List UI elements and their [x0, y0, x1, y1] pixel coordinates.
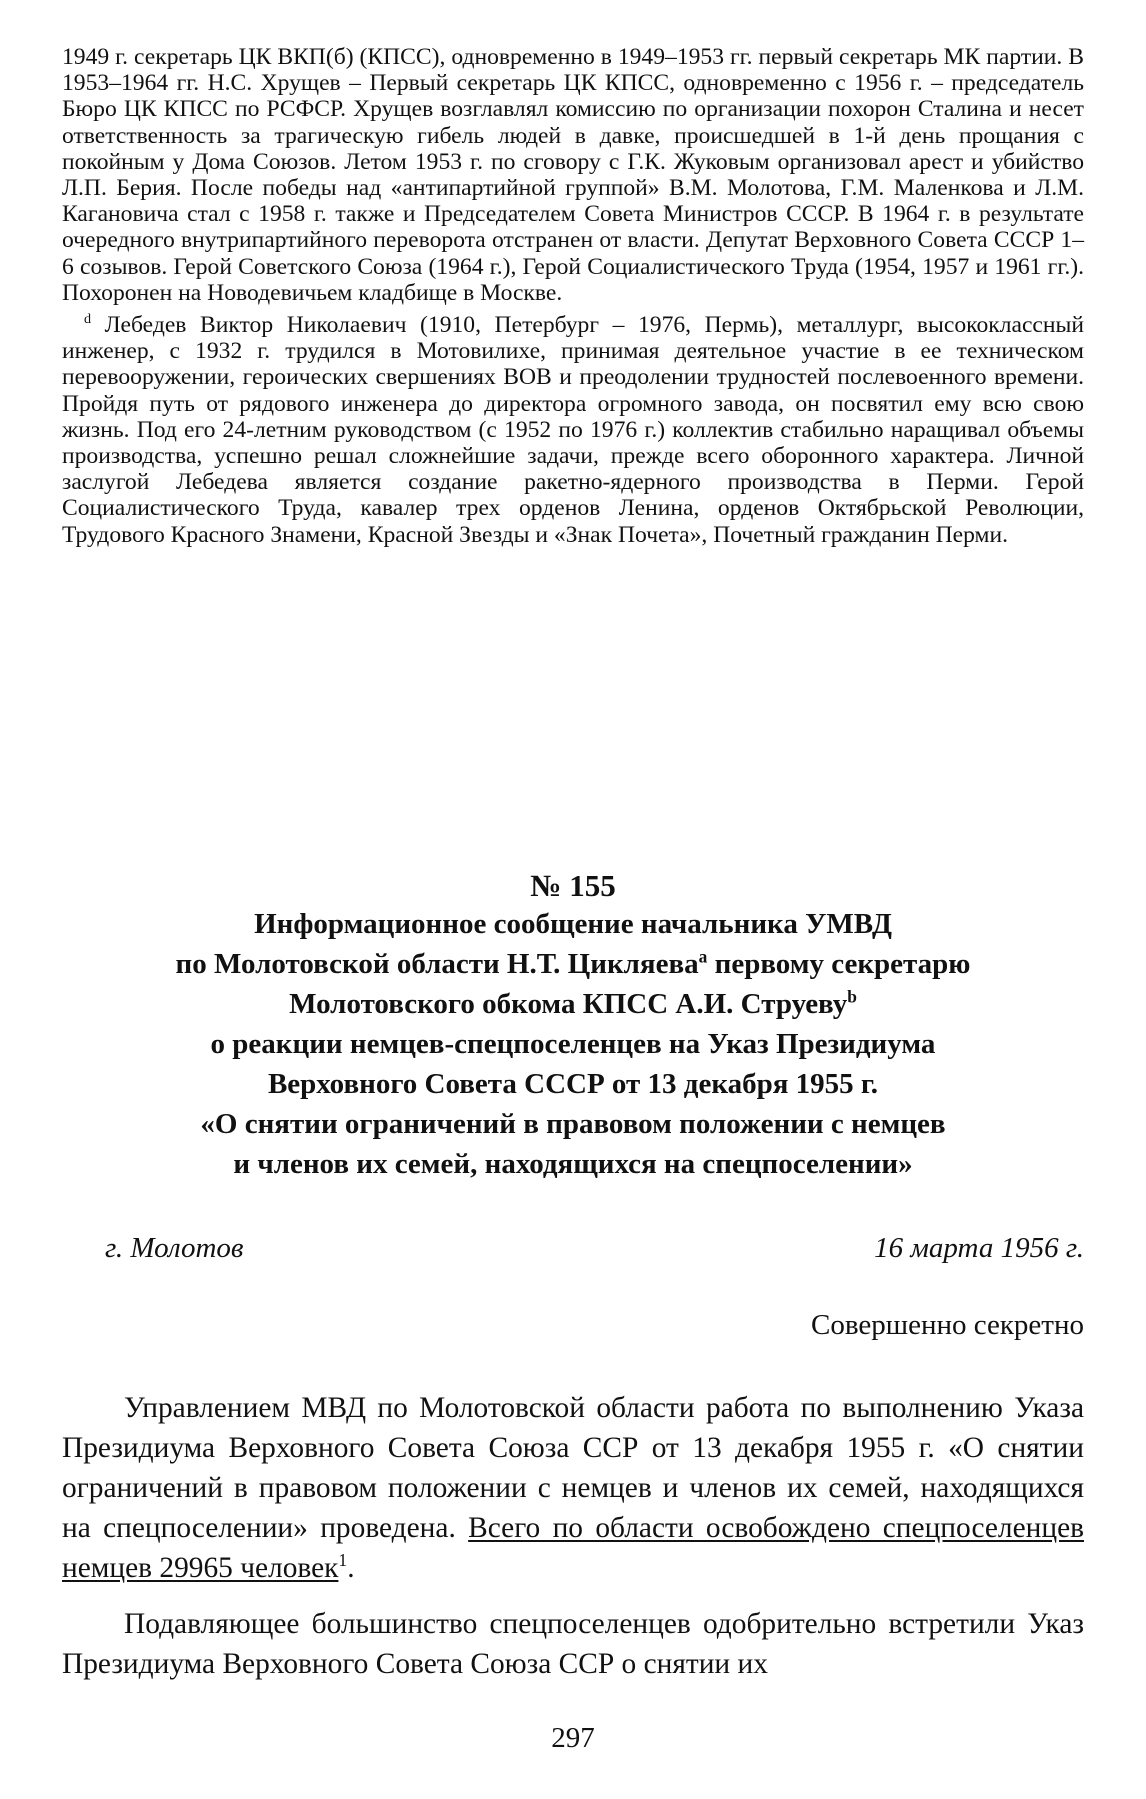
title-line-2: [62, 944, 1084, 984]
footnote-a-marker: a: [698, 946, 708, 967]
title-line-5: Верховного Совета СССР от 13 декабря 1955 г.: [267, 1068, 879, 1100]
footnote-d: [62, 312, 1084, 548]
footnote-b-marker: b: [847, 986, 857, 1007]
title-line-3: [62, 984, 1084, 1024]
title-line-6: «О снятии ограничений в правовом положении с немцев: [200, 1108, 946, 1140]
body-paragraph-1: [62, 1388, 1084, 1588]
footnotes-block: [62, 44, 1084, 548]
title-line-7: и членов их семей, находящихся на спецпоселении»: [233, 1148, 913, 1180]
title-line-2-start: по Молотовской области Н.Т. Цикляева: [175, 948, 699, 980]
underlined-statement: Всего по области освобождено спецпоселенцев немцев 29965 человек: [62, 1512, 1084, 1584]
document-date: 16 марта 1956 г.: [874, 1232, 1084, 1264]
footnote-1-marker: 1: [338, 1550, 348, 1571]
body-paragraph-1-text: Управлением МВД по Молотовской области работа по выполнению Указа Президиума Верховного Совета Союза ССР от 13 декабря 1955 г. «О снятии ограничений в правовом положении с немцев и членов их семей, находящихся на спецпоселении» проведена.: [62, 1392, 1084, 1544]
title-line-2-end: первому секретарю: [707, 948, 971, 980]
footnote-d-text: Лебедев Виктор Николаевич (1910, Петербург – 1976, Пермь), металлург, высококлассный инженер, с 1932 г. трудился в Мотовилихе, принимая деятельное участие в ее техническом перевооружении, героических свершениях ВОВ и преодолении трудностей послевоенного времени. Пройдя путь от рядового инженера до директора огромного завода, он посвятил ему всю свою жизнь. Под его 24-летним руководством (с 1952 по 1976 г.) коллектив стабильно наращивал объемы производства, успешно решал сложнейшие задачи, прежде всего оборонного характера. Личной заслугой Лебедева является создание ракетно-ядерного производства в Перми. Герой Социалистического Труда, кавалер трех орденов Ленина, орденов Октябрьской Революции, Трудового Красного Знамени, Красной Звезды и «Знак Почета», Почетный гражданин Перми.: [62, 312, 1084, 548]
document-place: г. Молотов: [105, 1232, 244, 1264]
body-paragraph-2: Подавляющее большинство спецпоселенцев одобрительно встретили Указ Президиума Верховного Совета Союза ССР о снятии их: [62, 1608, 1084, 1680]
body-paragraph-1-end: .: [347, 1552, 355, 1584]
title-line-1: Информационное сообщение начальника УМВД: [254, 908, 892, 940]
document-title: [62, 904, 1084, 1184]
footnote-d-marker: d: [84, 311, 92, 328]
footnote-c-continuation: 1949 г. секретарь ЦК ВКП(б) (КПСС), одновременно в 1949–1953 гг. первый секретарь МК партии. В 1953–1964 гг. Н.С. Хрущев – Первый секретарь ЦК КПСС, одновременно с 1956 г. – председатель Бюро ЦК КПСС по РСФСР. Хрущев возглавлял комиссию по организации похорон Сталина и несет ответственность за трагическую гибель людей в давке, происшедшей в 1-й день прощания с покойным у Дома Союзов. Летом 1953 г. по сговору с Г.К. Жуковым организовал арест и убийство Л.П. Берия. После победы над «антипартийной группой» В.М. Молотова, Г.М. Маленкова и Л.М. Кагановича стал с 1958 г. также и Председателем Совета Министров СССР. В 1964 г. в результате очередного внутрипартийного переворота отстранен от власти. Депутат Верховного Совета СССР 1–6 созывов. Герой Советского Союза (1964 г.), Герой Социалистического Труда (1954, 1957 и 1961 гг.). Похоронен на Новодевичьем кладбище в Москве.: [62, 44, 1084, 306]
page-number: 297: [551, 1722, 595, 1754]
title-line-4: о реакции немцев-спецпоселенцев на Указ Президиума: [210, 1028, 936, 1060]
classification-label: Совершенно секретно: [811, 1309, 1084, 1341]
title-line-3-text: Молотовского обкома КПСС А.И. Струеву: [289, 988, 848, 1020]
document-number: № 155: [530, 868, 616, 903]
document-body: [62, 1388, 1084, 1684]
